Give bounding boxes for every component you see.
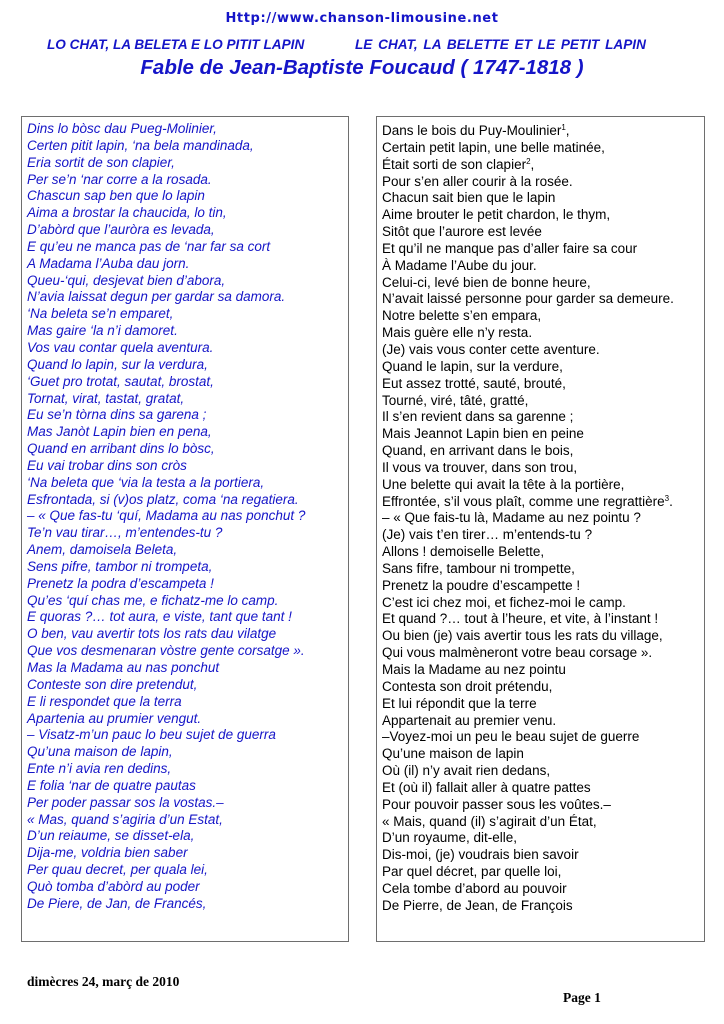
verse-text: Tourné, viré, tâté, gratté, (382, 392, 529, 408)
french-verse-line (382, 628, 674, 645)
french-verse-line (382, 342, 674, 359)
verse-text: Sans fifre, tambour ni trompette, (382, 560, 575, 576)
occitan-verse-line: Per poder passar sos la vostas.– (27, 794, 224, 810)
verse-text: Pour s’en aller courir à la rosée. (382, 173, 573, 189)
occitan-verse-line: A Madama l’Auba dau jorn. (27, 255, 190, 271)
french-verse-line (382, 696, 674, 713)
french-verse-line (382, 763, 674, 780)
occitan-verse-line: Esfrontada, si (v)os platz, coma ‘na regatiera. (27, 491, 299, 507)
occitan-verse-line: O ben, vau avertir tots los rats dau vilatge (27, 626, 277, 642)
french-lines (382, 123, 674, 915)
verse-text: Contesta son droit prétendu, (382, 678, 553, 694)
french-verse-line (382, 241, 674, 258)
verse-text: Dans le bois du Puy-Moulinier (382, 123, 562, 138)
french-verse-line (382, 814, 674, 831)
occitan-verse-line: Aima a brostar la chaucida, lo tin, (27, 205, 227, 221)
occitan-verse-line: Sens pifre, tambor ni trompeta, (27, 558, 213, 574)
verse-text: Certain petit lapin, une belle matinée, (382, 139, 605, 155)
occitan-verse-line: – « Que fas-tu ‘quí, Madama au nas ponchut ? (27, 508, 306, 524)
french-verse-line (382, 898, 674, 915)
french-verse-line (382, 190, 674, 207)
verse-text: « Mais, quand (il) s’agirait d’un État, (382, 813, 597, 829)
verse-text: Et (où il) fallait aller à quatre pattes (382, 779, 591, 795)
verse-text: Il vous va trouver, dans son trou, (382, 459, 578, 475)
occitan-verse-line: Dija-me, voldria bien saber (27, 845, 188, 861)
occitan-verse-line: Quò tomba d’abòrd au poder (27, 878, 200, 894)
verse-text: Mais guère elle n’y resta. (382, 325, 533, 341)
occitan-verse-line: Mas Janòt Lapin bien en pena, (27, 424, 212, 440)
verse-text: Prenetz la poudre d’escampette ! (382, 577, 581, 593)
verse-text: Eut assez trotté, sauté, brouté, (382, 375, 566, 391)
verse-text: Appartenait au premier venu. (382, 712, 557, 728)
verse-text: Quand, en arrivant dans le bois, (382, 443, 574, 459)
occitan-verse-line: Quand lo lapin, sur la verdura, (27, 356, 208, 372)
verse-text: Était sorti de son clapier (382, 156, 527, 172)
occitan-verse-line: ‘Na beleta se’n emparet, (27, 306, 174, 322)
french-verse-line (382, 308, 674, 325)
french-verse-line (382, 376, 674, 393)
verse-text: (Je) vais t’en tirer… m’entends-tu ? (382, 527, 593, 543)
french-verse-line (382, 544, 674, 561)
occitan-verse-line: De Piere, de Jan, de Francés, (27, 895, 207, 911)
french-verse-line (382, 578, 674, 595)
verse-text: Une belette qui avait la tête à la portière, (382, 476, 625, 492)
occitan-verse-line: ‘Na beleta que ‘via la testa a la portiera, (27, 474, 265, 490)
occitan-verse-line: Qu’es ‘quí chas me, e fichatz-me lo camp. (27, 592, 279, 608)
french-verse-line (382, 409, 674, 426)
french-verse-line (382, 561, 674, 578)
verse-punctuation: , (530, 156, 535, 172)
french-verse-line (382, 325, 674, 342)
occitan-verse-line: Te’n vau tirar…, m’entendes-tu ? (27, 525, 223, 541)
french-verse-line (382, 510, 674, 527)
french-verse-line (382, 460, 674, 477)
footnote-marker: 3 (664, 493, 670, 503)
verse-text: N’avait laissé personne pour garder sa demeure. (382, 291, 674, 307)
verse-text: Notre belette s’en empara, (382, 308, 542, 324)
french-text-box (376, 116, 705, 942)
occitan-lines (27, 121, 305, 913)
occitan-verse-line: Qu’una maison de lapin, (27, 744, 173, 760)
occitan-verse-line: Conteste son dire pretendut, (27, 676, 198, 692)
occitan-verse-line: Ente n’i avia ren dedins, (27, 761, 172, 777)
page-number: Page 1 (563, 990, 601, 1005)
occitan-verse-line: Eu vai trobar dins son cròs (27, 457, 187, 473)
occitan-verse-line: Vos vau contar quela aventura. (27, 339, 214, 355)
occitan-verse-line: Mas gaire ‘la n’i damoret. (27, 323, 178, 339)
verse-text: Effrontée, s’il vous plaît, comme une regrattière (382, 493, 665, 509)
occitan-verse-line: Apartenia au prumier vengut. (27, 710, 202, 726)
verse-text: Aime brouter le petit chardon, le thym, (382, 207, 611, 223)
verse-text: Dis-moi, (je) voudrais bien savoir (382, 847, 579, 863)
verse-text: Et lui répondit que la terre (382, 695, 537, 711)
french-verse-line (382, 797, 674, 814)
verse-text: Où (il) n’y avait rien dedans, (382, 763, 551, 779)
french-verse-line (382, 662, 674, 679)
verse-text: D’un royaume, dit-elle, (382, 830, 518, 846)
french-verse-line (382, 207, 674, 224)
occitan-verse-line: Per se’n ‘nar corre a la rosada. (27, 171, 212, 187)
occitan-verse-line: Chascun sap ben que lo lapin (27, 188, 205, 204)
occitan-text-box (21, 116, 349, 942)
fable-title: Fable de Jean-Baptiste Foucaud ( 1747-1818 ) (140, 56, 584, 79)
footnote-marker: 2 (526, 156, 531, 166)
french-verse-line (382, 393, 674, 410)
verse-text: Et quand ?… tout à l’heure, et vite, à l’instant ! (382, 611, 659, 627)
title-occitan: LO CHAT, LA BELETA E LO PITIT LAPIN (47, 37, 305, 52)
verse-text: Cela tombe d’abord au pouvoir (382, 880, 567, 896)
french-verse-line (382, 645, 674, 662)
verse-text: De Pierre, de Jean, de François (382, 897, 573, 913)
french-verse-line (382, 679, 674, 696)
verse-text: –Voyez-moi un peu le beau sujet de guerre (382, 729, 640, 745)
french-verse-line (382, 847, 674, 864)
verse-text: Par quel décret, par quelle loi, (382, 864, 562, 880)
french-verse-line (382, 780, 674, 797)
footer-date: dimècres 24, març de 2010 (27, 974, 180, 989)
occitan-verse-line: Eu se’n tòrna dins sa garena ; (27, 407, 207, 423)
occitan-verse-line: « Mas, quand s’agiria d’un Estat, (27, 811, 223, 827)
occitan-verse-line: E li respondet que la terra (27, 693, 182, 709)
french-verse-line (382, 729, 674, 746)
french-verse-line (382, 224, 674, 241)
verse-text: Qui vous malmèneront votre beau corsage ». (382, 645, 653, 661)
occitan-verse-line: D’un reiaume, se disset-ela, (27, 828, 195, 844)
french-verse-line (382, 258, 674, 275)
occitan-verse-line: Certen pitit lapin, ‘na bela mandinada, (27, 137, 254, 153)
occitan-verse-line: Per quau decret, per quala lei, (27, 862, 208, 878)
occitan-verse-line: Anem, damoisela Beleta, (27, 542, 178, 558)
verse-text: Chacun sait bien que le lapin (382, 190, 556, 206)
occitan-verse-line: Quand en arribant dins lo bòsc, (27, 441, 215, 457)
occitan-verse-line: E quoras ?… tot aura, e viste, tant que tant ! (27, 609, 292, 625)
verse-text: C’est ici chez moi, et fichez-moi le camp. (382, 594, 626, 610)
occitan-verse-line: ‘Guet pro trotat, sautat, brostat, (27, 373, 214, 389)
verse-text: Mais la Madame au nez pointu (382, 662, 566, 677)
occitan-verse-line: – Visatz-m’un pauc lo beu sujet de guerra (27, 727, 276, 743)
occitan-verse-line: Prenetz la podra d’escampeta ! (27, 575, 214, 591)
verse-text: Celui-ci, levé bien de bonne heure, (382, 274, 591, 290)
verse-text: À Madame l’Aube du jour. (382, 257, 537, 273)
french-verse-line (382, 713, 674, 730)
verse-text: – « Que fais-tu là, Madame au nez pointu ? (382, 510, 641, 526)
occitan-verse-line: N’avia laissat degun per gardar sa damora. (27, 289, 286, 305)
verse-text: Allons ! demoiselle Belette, (382, 544, 545, 560)
occitan-verse-line: D’abòrd que l’auròra es levada, (27, 222, 215, 238)
verse-text: Qu’une maison de lapin (382, 746, 524, 762)
occitan-verse-line: Que vos desmenaran vòstre gente corsatge ». (27, 643, 305, 659)
occitan-verse-line: Dins lo bòsc dau Pueg-Molinier, (27, 121, 217, 136)
french-verse-line (382, 123, 674, 140)
verse-text: Ou bien (je) vais avertir tous les rats du village, (382, 628, 663, 644)
french-verse-line (382, 746, 674, 763)
occitan-verse-line: Mas la Madama au nas ponchut (27, 660, 220, 675)
verse-text: (Je) vais vous conter cette aventure. (382, 341, 600, 357)
occitan-verse-line: Eria sortit de son clapier, (27, 154, 175, 170)
title-french: LE CHAT, LA BELETTE ET LE PETIT LAPIN (355, 37, 646, 52)
french-verse-line (382, 611, 674, 628)
french-verse-line (382, 291, 674, 308)
french-verse-line (382, 830, 674, 847)
french-verse-line (382, 174, 674, 191)
site-url[interactable]: Http://www.chanson-limousine.net (225, 11, 499, 26)
verse-text: Pour pouvoir passer sous les voûtes.– (382, 796, 611, 812)
french-verse-line (382, 595, 674, 612)
french-verse-line (382, 477, 674, 494)
occitan-verse-line: Tornat, virat, tastat, gratat, (27, 390, 185, 406)
verse-punctuation: , (565, 123, 570, 138)
french-verse-line (382, 864, 674, 881)
french-verse-line (382, 527, 674, 544)
french-verse-line (382, 157, 674, 174)
footnote-marker: 1 (561, 123, 566, 132)
occitan-verse-line: Queu-‘qui, desjevat bien d’abora, (27, 272, 226, 288)
french-verse-line (382, 140, 674, 157)
occitan-verse-line: E qu’eu ne manca pas de ‘nar far sa cort (27, 238, 271, 254)
french-verse-line (382, 443, 674, 460)
french-verse-line (382, 881, 674, 898)
verse-text: Sitôt que l’aurore est levée (382, 224, 542, 240)
verse-text: Et qu’il ne manque pas d’aller faire sa cour (382, 240, 638, 256)
french-verse-line (382, 426, 674, 443)
french-verse-line (382, 275, 674, 292)
verse-text: Mais Jeannot Lapin bien en peine (382, 426, 584, 442)
verse-text: Il s’en revient dans sa garenne ; (382, 409, 574, 425)
french-verse-line (382, 494, 674, 511)
french-verse-line (382, 359, 674, 376)
verse-punctuation: . (669, 493, 673, 509)
verse-text: Quand le lapin, sur la verdure, (382, 358, 563, 374)
occitan-verse-line: E folia ‘nar de quatre pautas (27, 777, 196, 793)
